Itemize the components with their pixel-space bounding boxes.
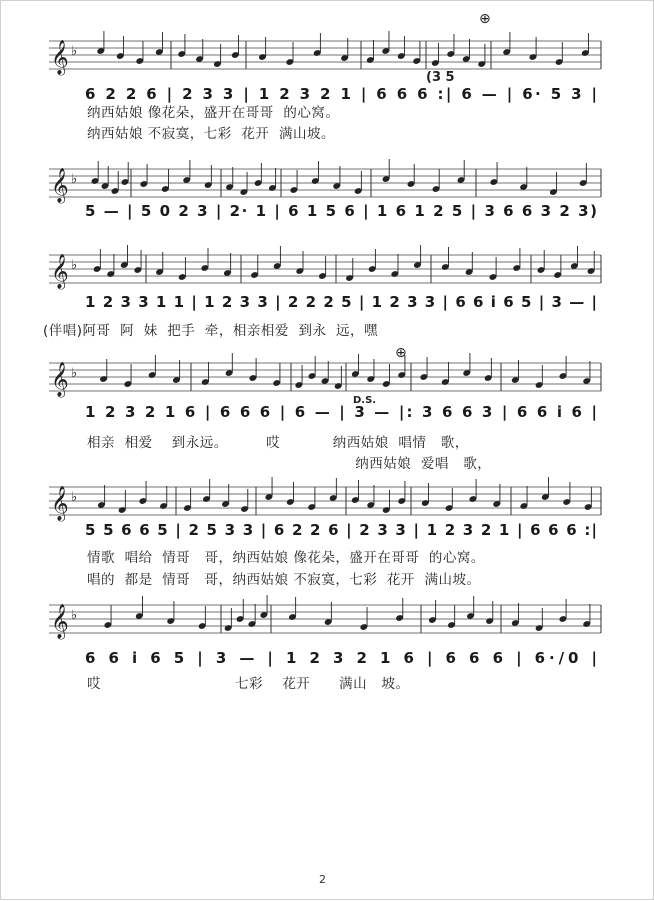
numbered-notation-line: 6 2 2 6 | 2 3 3 | 1 2 3 2 1 | 6 6 6 :| 6 — | 6· 5 3 | <box>85 85 597 103</box>
lyric-line: 纳西姑娘 爱唱 歌， <box>87 456 492 472</box>
lyric-line: 唱的 都是 情哥 哥，纳西姑娘 不寂寞，七彩 花开 满山坡。 <box>87 572 481 588</box>
coda-sign-icon: ⊕ <box>395 345 407 361</box>
numbered-notation-line: 1 2 3 2 1 6 | 6 6 6 | 6 — | 3 — |: 3 6 6 3 | 6 6 i 6 | <box>85 403 597 421</box>
coda-sign-icon: ⊕ <box>479 11 491 27</box>
numbered-notation-line: 6 6 i 6 5 | 3 — | 1 2 3 2 1 6 | 6 6 6 | 6·/0 | <box>85 649 597 667</box>
numbered-notation-line: 5 5 6 6 5 | 2 5 3 3 | 6 2 2 6 | 2 3 3 | 1 2 3 2 1 | 6 6 6 :| <box>85 521 597 539</box>
pickup-notes: (3 5 <box>426 70 455 85</box>
lyric-line: 纳西姑娘 像花朵，盛开在哥哥 的心窝。 <box>87 105 340 121</box>
ds-mark: D.S. <box>353 395 377 406</box>
flat-key-signature: ♭ <box>71 366 78 381</box>
treble-clef-icon: 𝄞 <box>51 40 69 75</box>
flat-key-signature: ♭ <box>71 44 78 59</box>
lyric-line: 情歌 唱给 情哥 哥，纳西姑娘 像花朵，盛开在哥哥 的心窝。 <box>87 550 485 566</box>
lyric-line: 纳西姑娘 不寂寞，七彩 花开 满山坡。 <box>87 126 335 142</box>
treble-clef-icon: 𝄞 <box>51 486 69 521</box>
treble-clef-icon: 𝄞 <box>51 168 69 203</box>
page-number: 2 <box>319 873 326 886</box>
lyric-line: 相亲 相爱 到永远。 哎 纳西姑娘 唱情 歌， <box>87 435 469 451</box>
lyric-line: 哎 七彩 花开 满山 坡。 <box>87 676 410 692</box>
treble-clef-icon: 𝄞 <box>51 604 69 639</box>
flat-key-signature: ♭ <box>71 258 78 273</box>
flat-key-signature: ♭ <box>71 608 78 623</box>
numbered-notation-line: 1 2 3 3 1 1 | 1 2 3 3 | 2 2 2 5 | 1 2 3 3 | 6 6 i 6 5 | 3 — | <box>85 293 597 311</box>
lyric-line: (伴唱)阿哥 阿 妹 把手 牵，相亲相爱 到永 远，嘿 <box>43 323 379 339</box>
flat-key-signature: ♭ <box>71 490 78 505</box>
treble-clef-icon: 𝄞 <box>51 254 69 289</box>
numbered-notation-line: 5 — | 5 0 2 3 | 2· 1 | 6 1 5 6 | 1 6 1 2 5 | 3 6 6 3 2 3) <box>85 202 597 220</box>
treble-clef-icon: 𝄞 <box>51 362 69 397</box>
flat-key-signature: ♭ <box>71 172 78 187</box>
